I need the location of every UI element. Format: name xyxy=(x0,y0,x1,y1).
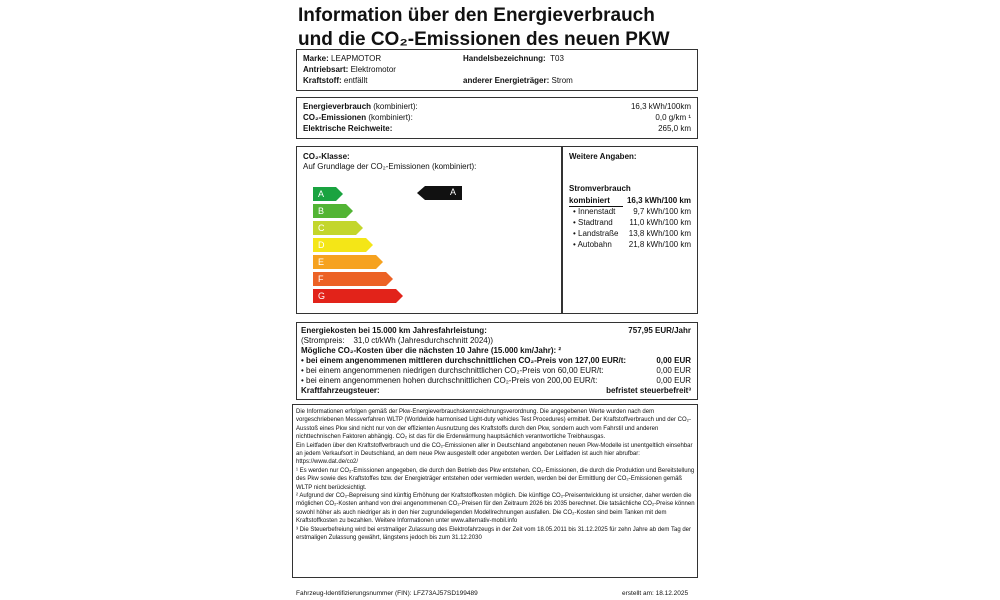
landstrasse-value: 13,8 kWh/100 km xyxy=(628,229,691,238)
co2-cost-medium-label: • bei einem angenommenen mittleren durchschnittlichen CO₂-Preis von 127,00 EUR/t: xyxy=(301,356,627,365)
autobahn-value: 21,8 kWh/100 km xyxy=(628,240,691,249)
note-footnote-3: ³ Die Steuerbefreiung wird bei erstmaliger Zulassung des Elektrofahrzeugs in der Zeit vom 18.05.2011 bis 31.12.2025 für zehn Jahre ab dem Tag der erstmaligen Zulassung gewährt, längstens jedoch bis zum 31.12.2030 xyxy=(296,526,692,542)
title-line-1: Information über den Energieverbrauch xyxy=(298,5,655,26)
energy-carrier-row xyxy=(463,76,573,86)
stadtrand-label: • Stadtrand xyxy=(573,218,613,227)
co2-row xyxy=(303,113,413,123)
note-paragraph-1: Die Informationen erfolgen gemäß der Pkw-Energieverbrauchskennzeichnungsverordnung. Die angegebenen Werte wurden nach dem vorgeschriebenen Messverfahren WLTP (Worldwide harmonised Light-duty vehicles Test Procedures) ermittelt. Der Kraftstoffverbrauch und der CO₂-Ausstoß eines Pkw sind nicht nur von der effizienten Ausnutzung des Kraftstoffs durch den Pkw, sondern auch vom Fahrstil und anderen nichttechnischen Faktoren abhängig. CO₂ ist das für die Erderwärmung hauptsächlich verantwortliche Treibhausgas. xyxy=(296,409,691,441)
energy-carrier-value: Strom xyxy=(551,76,573,85)
range-value: 265,0 km xyxy=(658,124,691,133)
co2-cost-low-value: 0,00 EUR xyxy=(656,366,691,375)
fin-row xyxy=(296,590,478,598)
energy-costs-label: Energiekosten bei 15.000 km Jahresfahrleistung: xyxy=(301,326,487,335)
co2-class-bar-f xyxy=(313,272,393,286)
co2-class-bar-label: D xyxy=(318,240,325,250)
co2-cost-low-label: • bei einem angenommenen niedrigen durchschnittlichen CO₂-Preis von 60,00 EUR/t: xyxy=(301,366,604,375)
costs-box xyxy=(296,322,698,400)
fuel-row xyxy=(303,76,367,86)
drive-value: Elektromotor xyxy=(350,65,396,74)
fin-value: LFZ73AJ57SD199489 xyxy=(413,590,478,597)
note-footnote-2: ² Aufgrund der CO₂-Bepreisung sind künftig Erhöhung der Kraftstoffkosten möglich. Die künftige CO₂-Preisentwicklung ist unsicher, daher werden die möglichen CO₂-Kosten anhand von drei angenommenen CO₂-Preisen für den Zeitraum 2026 bis 2035 berechnet. Die tatsächliche CO₂-Preise können sowohl höher als auch niedriger als in den hier zugrundeliegenden Modellrechnungen ausfallen. Die CO₂-Kosten sind beim Tanken mit dem Kraftstoffkosten zu bezahlen. Weitere Informationen unter www.alternativ-mobil.info xyxy=(296,493,695,525)
consumption-box xyxy=(296,97,698,139)
document-title xyxy=(298,4,718,52)
co2-class-heading: CO₂-Klasse: xyxy=(303,152,350,161)
co2-class-bar-label: F xyxy=(318,274,324,284)
further-info-box xyxy=(562,146,698,314)
fin-label: Fahrzeug-Identifizierungsnummer (FIN): xyxy=(296,590,412,597)
fuel-value: entfällt xyxy=(343,76,368,85)
combined-label: kombiniert xyxy=(569,196,610,205)
co2-label: CO₂-Emissionen xyxy=(303,113,367,122)
further-info-heading: Weitere Angaben: xyxy=(569,152,637,161)
electricity-price-row xyxy=(301,336,493,346)
created-label: erstellt am: xyxy=(622,590,654,597)
created-row xyxy=(622,590,688,598)
co2-class-bar-c xyxy=(313,221,363,235)
electricity-price-value: 31,0 ct/kWh (Jahresdurchschnitt 2024)) xyxy=(353,336,494,345)
brand-row xyxy=(303,54,381,64)
co2-class-bar-d xyxy=(313,238,373,252)
co2-class-bar-e xyxy=(313,255,383,269)
note-paragraph-2: Ein Leitfaden über den Kraftstoffverbrauch und die CO₂-Emissionen aller in Deutschland angebotenen neuen Pkw-Modelle ist unentgeltlich einsehbar an jedem Verkaufsort in Deutschland, an dem neue Pkw ausgestellt oder angeboten werden. Der Leitfaden ist auch hier abrufbar: https://www.dat.de/co2/ xyxy=(296,442,693,466)
combined-value: 16,3 kWh/100 km xyxy=(626,196,691,205)
notes-text xyxy=(296,408,699,543)
co2-cost-high-value: 0,00 EUR xyxy=(656,376,691,385)
consumption-value: 16,3 kWh/100km xyxy=(630,102,691,111)
co2-cost-high-label: • bei einem angenommenen hohen durchschnittlichen CO₂-Preis von 200,00 EUR/t: xyxy=(301,376,598,385)
co2-class-bar-label: A xyxy=(318,189,325,199)
co2-class-bar-g xyxy=(313,289,403,303)
co2-class-bar-label: G xyxy=(318,291,326,301)
power-consumption-heading: Stromverbrauch xyxy=(569,184,631,193)
created-value: 18.12.2025 xyxy=(655,590,689,597)
co2-suffix: (kombiniert): xyxy=(368,113,413,122)
co2-class-bar-a xyxy=(313,187,343,201)
co2-class-bar-label: E xyxy=(318,257,325,267)
stadtrand-value: 11,0 kWh/100 km xyxy=(629,218,691,227)
consumption-label: Energieverbrauch xyxy=(303,102,372,111)
brand-label: Marke: xyxy=(303,54,329,63)
range-label: Elektrische Reichweite: xyxy=(303,124,393,133)
title-line-2: und die CO₂-Emissionen des neuen PKW xyxy=(298,29,670,50)
vehicle-tax-label: Kraftfahrzeugsteuer: xyxy=(301,386,380,395)
trade-name-value: T03 xyxy=(550,54,564,63)
trade-name-label: Handelsbezeichnung: xyxy=(463,54,546,63)
trade-name-row xyxy=(463,54,564,64)
co2-class-scale xyxy=(313,187,403,307)
innenstadt-value: 9,7 kWh/100 km xyxy=(633,207,691,216)
note-footnote-1: ¹ Es werden nur CO₂-Emissionen angegeben, die durch den Betrieb des Pkw entstehen. CO₂-Emissionen, die durch die Produktion und Bereitstellung des Pkw sowie des Kraftstoffes bzw. der Energieträger entstehen oder vermieden werden, werden bei der Ermittlung der CO₂-Emissionen gemäß WLTP nicht berücksichtigt. xyxy=(296,467,695,491)
energy-carrier-label: anderer Energieträger: xyxy=(463,76,550,85)
co2-class-bar-label: B xyxy=(318,206,325,216)
co2-cost-medium-value: 0,00 EUR xyxy=(656,356,691,365)
co2-costs-label: Mögliche CO₂-Kosten über die nächsten 10 Jahre (15.000 km/Jahr): ² xyxy=(301,346,562,355)
co2-class-subheading: Auf Grundlage der CO₂-Emissionen (kombiniert): xyxy=(303,162,477,171)
electricity-price-label: (Strompreis: xyxy=(301,336,345,345)
landstrasse-label: • Landstraße xyxy=(573,229,619,238)
energy-costs-value: 757,95 EUR/Jahr xyxy=(628,326,691,335)
brand-value: LEAPMOTOR xyxy=(331,54,382,63)
drive-label: Antriebsart: xyxy=(303,65,349,74)
co2-class-bar-label: C xyxy=(318,223,325,233)
consumption-suffix: (kombiniert): xyxy=(373,102,418,111)
drive-row xyxy=(303,65,396,75)
current-class-indicator xyxy=(417,186,462,200)
vehicle-tax-value: befristet steuerbefreit³ xyxy=(606,386,691,395)
fuel-label: Kraftstoff: xyxy=(303,76,342,85)
current-class-label: A xyxy=(449,187,456,197)
consumption-row xyxy=(303,102,418,112)
co2-value: 0,0 g/km ¹ xyxy=(655,113,691,122)
vehicle-info-box xyxy=(296,49,698,91)
co2-class-bar-b xyxy=(313,204,353,218)
co2-class-box xyxy=(296,146,562,314)
autobahn-label: • Autobahn xyxy=(573,240,612,249)
innenstadt-label: • Innenstadt xyxy=(573,207,616,216)
